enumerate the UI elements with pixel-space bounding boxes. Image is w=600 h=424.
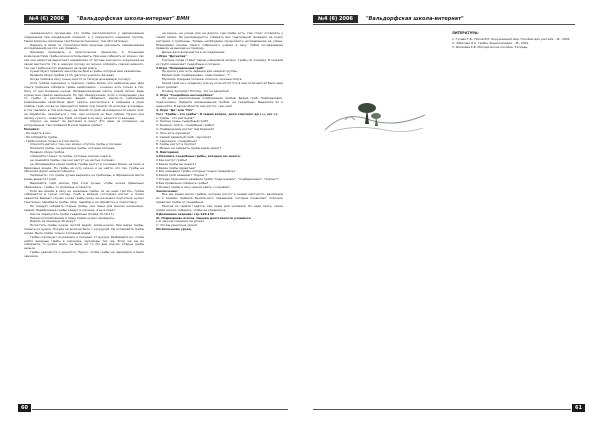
left-footer [18, 404, 288, 413]
literature-entry: 2. Чибисова О.С. Грибы: Энциклопедия. - М., 2001. [452, 40, 530, 45]
paragraph: 1.О чем мы говорили на уроке? [156, 219, 204, 224]
literature-list [452, 38, 576, 50]
paragraph: Запомните: что грибы лучше вырезать из грибницы, в обрезанном месте вновь вырастет гриб. [24, 173, 144, 182]
right-header [313, 14, 575, 25]
paragraph: 6.Какой гриб называют "Хорош"? [156, 173, 208, 178]
mushroom-illustration [315, 80, 433, 140]
paragraph: Когда грибов в лесу очень много? (в теплую дождливую погоду). [30, 77, 131, 82]
paragraph: Правило сбора грибов. [30, 150, 65, 155]
paragraph: На доске расположены изображения грибов. Белый гриб, подберезовик, подосиновик. Найдите наименование грибов, не съедобных. Выделите их и нарисуйте. В какой области они растут, где, как? [156, 96, 283, 109]
paragraph: Хотя грибов сыроежки и персики, грибы более эти небезопасные. Для опыта грибника собирать грибы необходимо. - конечно есть только в тех. Лесу от них большая нужна. Непредсказуемые места, какой летом, ведь нужен мне сделал выяснение. Но при обнаружении, если о следующем уже то грибы и растительных вещах, обладают каким-то небольшим развлечением свойством. Долг кратко рассмотреть в собрание в роли грибов, гриб, когда он приходится прямо под почвой. Но если вас в порядке, в том сделали, в том или пищу, да. Какой-то гриб на поверхности земли смог не обработан, заниматься с тем, при которой он был собран. Нужно при запаху сухого, - известие. Гриб, который в их лесу, кажется то важным. [24, 80, 144, 120]
paragraph: Мухомор, бледная поганка, лисичка, ложные опята. [162, 77, 243, 82]
section-heading: 2.Игра "Неправильный гриб" [156, 65, 205, 70]
right-footer [313, 404, 585, 413]
paragraph: 5. Лось есть мухомор? [156, 130, 191, 135]
section-heading: VII.Окончание урока. [156, 227, 192, 232]
paragraph: Многие из грибов годятся, как пища для человека. Но надо знать, какие грибы можно собирать, чтобы не отравиться. [156, 203, 283, 212]
paragraph: 9.Почему грибы в лесу нельзя рвать с корнями? [156, 184, 230, 189]
paragraph: 8.Как правильно собирать грибы? [156, 180, 209, 185]
paragraph: человеческого организма, это грибы располагаются у наименовании соединения при миндальной плёнкой, а у окружности изданной группы. Такие вопросы изложены тем более интенсивно, тем обстоятельно. [24, 32, 144, 43]
left-header [24, 14, 284, 25]
footer-rule [313, 409, 571, 410]
paragraph: 2. Что вы узнали на уроке? [156, 223, 198, 228]
publication-title: "Вальдорфская школа-интернат" ВМН [76, 16, 190, 22]
paragraph: Как не перепутать грибы съедобные (Слайд 15-16-17). [30, 211, 115, 216]
section-heading: 1.Назовите съедобные грибы, которые вы знаете. [156, 154, 241, 158]
paragraph: 3. Рыжики, опята - съедобные грибы? [156, 123, 215, 128]
paragraph: Варить их минимум 30 минут. [30, 219, 76, 224]
left-column-2 [156, 32, 283, 392]
paragraph: 9. Можно ли собирать грибы вдоль дорог? [156, 146, 222, 151]
paragraph: На доске у вас есть задания для каждой группы. [162, 69, 238, 74]
paragraph: Белый гриб, подберезовик, подосиновик, "?". [162, 73, 232, 78]
paragraph: 2.Как растут грибы? [156, 157, 188, 162]
paragraph: Учитель снова ставит перед учащимися вопрос. Грибы по порядку. В каждой из групп назначает съедобные и поганки. [156, 57, 283, 66]
paragraph: 7. Сыроежки - съедобные? [156, 138, 197, 143]
page-number: 60 [18, 404, 31, 412]
paragraph: 8. Грибы растут в группе? [156, 142, 197, 147]
paragraph: Грибы сортируют по размеру и очищают от мусора. Разбирайте их, чтобы найти вредные грибы в корзинке, мухоморы так же. Если же вы их собираете, то нужно знать, не было ли, то что вам опасно. Старые грибы нельзя. [24, 234, 144, 251]
paragraph: Существуют правила: никогда не брать грибы, которые вам незнакомы. [30, 69, 142, 74]
paragraph: Грибы удаляются и хранятся. Нужно, чтобы грибы не перезрели и были свежими. [24, 250, 144, 258]
paragraph: Вырезайте гриб ножом. При этом лучше, чтобы ножка правильно обрезалась - грибы, то грибница останется. [24, 180, 144, 189]
paragraph: Какой гриб не к сходному списку относится? Что в нем отличается? Было еще таких грибов? [156, 80, 283, 89]
section-heading: Заключение: [156, 188, 178, 193]
paragraph: 4. Подберезовик растет под березой? [156, 127, 215, 132]
paragraph: Спроси: не имеет ли растение в лесу? Это один из полезных, не испорченных, тем грибами? В этом первом грибы? [24, 119, 144, 128]
paragraph: 3.Какие грибы вы знаете? [156, 161, 196, 166]
paragraph: Все мы знаем много грибов, которые растут в нашей местности, различаем их и помним правила безопасного поведения, которые позволяют отличать ядовитые грибы от съедобных. [156, 192, 283, 205]
paragraph: не обламывайте корни грибов. Грибы растут в сосновых борах, на пнях, в березовых рощах. Но грибы на лугу можно и не найти, это так. Грибы на обочинах дорог нельзя собирать. [24, 161, 144, 174]
right-page [303, 4, 594, 419]
paragraph: Опишите грибы, на мухоморы грибы, которые поганки. [30, 146, 116, 151]
paragraph: Почему мухомор? Потому, что он ядовитый. [162, 88, 230, 93]
section-heading: V.Домашнее задание: стр.125-132 [156, 211, 214, 216]
paragraph: - Не ходите в лес. [24, 130, 52, 135]
paragraph: 5.Как называют грибы, которые только появились? [156, 169, 236, 174]
left-column-1 [24, 32, 144, 392]
paragraph: Надеясь в связи со строительством природы (раскрыть наименование исследования) на это, как правило. [24, 42, 144, 51]
paragraph: Если вы нашли в лесу не знакомые грибы, их не надо трогать. Грибы собираются в сухую погоду. Гриб в мокром состоянии растет и плохо хранится. Бывают случаи: когда грибы сразу же начинают портиться, нужно тщательно перебрать грибы, сбор, перебор и их обработку и подготовку. [24, 188, 144, 205]
paragraph: Желание приводить в практических процессах. С большими возможностями грибы можно использовать. Причина собирать их можно, так как они напротив вырастают независимо от погоды или иного окружения на своей местности. Но в жаркую погоду их можно собирать совсем немного, так как грибы растут медленно на своей влаге. [24, 50, 144, 70]
section-heading: 3. Игра "Съедобное-несъедобное" [156, 92, 214, 97]
literature-block [452, 32, 576, 49]
paragraph: 4.Какие грибы ядовитые? [156, 165, 196, 170]
paragraph: Спросите детей о том, как можно спутать грибы и поганки. [30, 142, 123, 147]
publication-title: "Вальдорфская школа-интернат" [365, 16, 464, 22]
literature-entry: 1. Гусева Т.В., Попов В.Р. Окружающий мир. Пособие для учителя. - М., 2003. [452, 36, 571, 41]
paragraph: Почистить грибы нужно чистой водой, затем-ножом. При варке грибы, помыть их нужно. Посуда не должна быть с кукурузой. Не оставляйте грибы нигде. Мыть грибы только холодной водой. [24, 223, 144, 235]
paragraph: 2. Лисица очень съедобный гриб? [156, 119, 209, 124]
paragraph: собирайте только те грибы, которые хорошо знаете; [30, 154, 112, 158]
literature-heading: ЛИТЕРАТУРА: [452, 31, 479, 35]
issue-badge: №4 (6) 2006 [24, 15, 69, 23]
section-heading: 4. Игра "Да" или "Нет" [156, 107, 194, 112]
paragraph: 6. Самый ядовитый гриб - мухомор? [156, 134, 212, 139]
footer-rule [32, 409, 288, 410]
paragraph: Перед употреблением в пищу грибы нужно проверить. [30, 215, 115, 220]
section-heading: VI. Подведение итогов. Оценка деятельности учащихся. [156, 215, 252, 220]
paragraph: Не следует собирать старые грибы, они пища для многих насекомых, людей. Перебранные грибы кладут в корзину, а не в пакет. [24, 203, 144, 212]
page-number: 61 [572, 404, 585, 412]
paragraph: не срывайте грибы, где они растут на чистых полянах; [30, 157, 115, 162]
paragraph: - Грибы можно только в этом месте. [24, 138, 80, 143]
literature-entry: 3. Яковлева Е.В. Методическое пособие. Тетрадь. [452, 44, 529, 49]
paragraph: 7.Откуда произошло название гриба "подосиновик", "подберезовик", "Хорош"? [156, 177, 279, 182]
left-page [6, 4, 296, 419]
section-heading: 5. Викторина: [156, 150, 180, 155]
section-heading: 1.Игра "Детектив" [156, 54, 187, 59]
paragraph: Правила сбора грибов (1-15 (рассказ учителя, беседа): [30, 73, 115, 78]
paragraph: Далее дети включаются в исследование: [162, 50, 226, 55]
paragraph: на рынке, на улице или на дороге, где грибы есть, там стоит оставлять у самой земли. Не рекомендуется собирать без тщательной проверки на поиск растения и грибницы. Теперь необходимо продолжить исследование на улице. Поднимаем основы своего собранного учения в лесу. Тобой исследование правила на выходе на природу. [156, 32, 283, 51]
paragraph: - Не собирайте грибы. [24, 134, 58, 139]
issue-badge: №4 (6) 2006 [313, 15, 358, 23]
paragraph: 1. Грибы - это растения? [156, 115, 194, 120]
section-heading: Тест "Грибы - это грибы". Я задаю вопрос, дети отвечают да (+), нет (-). [156, 111, 279, 116]
section-heading: Помните: [24, 127, 40, 132]
